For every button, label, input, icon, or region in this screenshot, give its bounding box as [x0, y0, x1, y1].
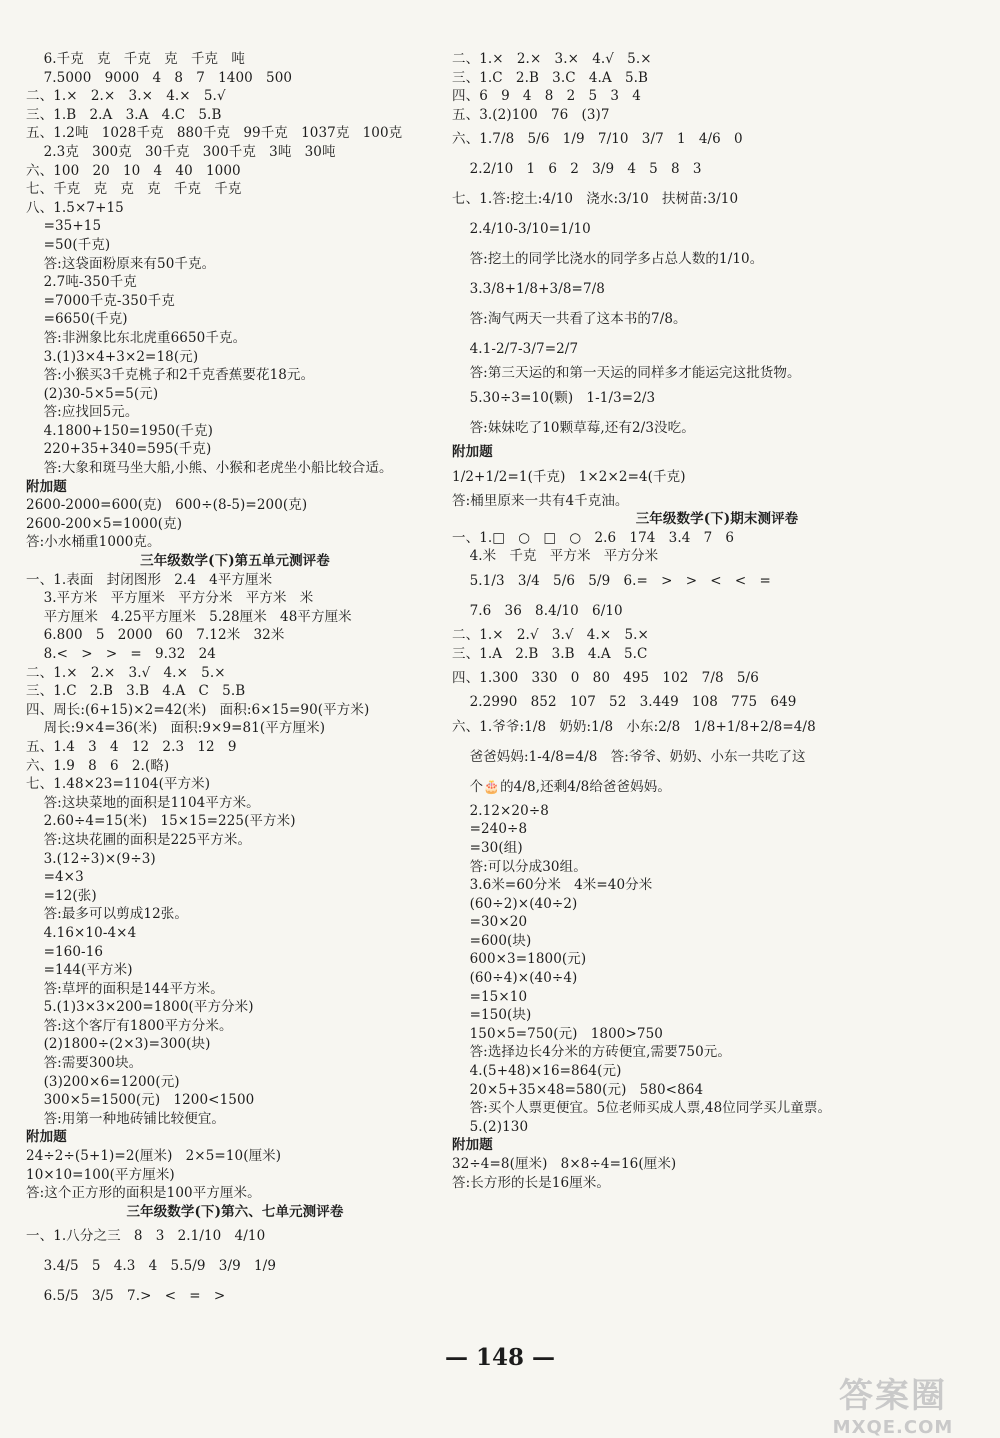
answer-line: 平方厘米 4.25平方厘米 5.28厘米 48平方厘米 — [26, 608, 352, 625]
section-heading: 三年级数学(下)第六、七单元测评卷 — [126, 1203, 344, 1220]
answer-line: 4.1800+150=1950(千克) — [26, 422, 213, 439]
answer-line: =4×3 — [26, 869, 84, 886]
answer-line: 五、1.2吨 1028千克 880千克 99千克 1037克 100克 — [26, 125, 403, 142]
answer-line: =240÷8 — [452, 821, 528, 838]
answer-line: 2.7吨-350千克 — [26, 274, 137, 291]
answer-line: 4.米 千克 平方米 平方分米 — [452, 548, 659, 565]
answer-line: 答:妹妹吃了10颗草莓,还有2/3没吃。 — [452, 419, 695, 436]
answer-line: =30×20 — [452, 914, 528, 931]
answer-line: 个🎂的4/8,还剩4/8给爸爸妈妈。 — [452, 778, 671, 795]
answer-line: 二、1.× 2.√ 3.√ 4.× 5.× — [452, 626, 649, 643]
answer-line: =150(块) — [452, 1007, 532, 1024]
watermark-url: MXQE.COM — [832, 1417, 954, 1438]
answer-line: 八、1.5×7+15 — [26, 199, 124, 216]
answer-line: 3.(12÷3)×(9÷3) — [26, 850, 156, 867]
bonus-heading: 附加题 — [26, 1129, 67, 1146]
answer-line: 6.千克 克 千克 克 千克 吨 — [26, 51, 245, 67]
watermark-logo — [808, 1368, 978, 1438]
answer-line: 2.60÷4=15(米) 15×15=225(平方米) — [26, 813, 296, 830]
answer-line: 一、1.□ ○ □ ○ 2.6 174 3.4 7 6 — [452, 529, 735, 546]
answer-line: 4.16×10-4×4 — [26, 924, 137, 941]
answer-line: 五、3.(2)100 76 (3)7 — [452, 106, 610, 123]
answer-line: =600(块) — [452, 932, 532, 949]
answer-line: 答:长方形的长是16厘米。 — [452, 1174, 611, 1191]
answer-line: 答:应找回5元。 — [26, 404, 139, 421]
answer-line: 5.1/3 3/4 5/6 5/9 6.= > > < < = — [452, 572, 771, 589]
answer-line: 六、1.7/8 5/6 1/9 7/10 3/7 1 4/6 0 — [452, 131, 743, 148]
answer-line: 10×10=100(平方厘米) — [26, 1166, 175, 1183]
answer-line: 2.2/10 1 6 2 3/9 4 5 8 3 — [452, 161, 702, 178]
answer-line: 一、1.表面 封闭图形 2.4 4平方厘米 — [26, 571, 273, 588]
answer-line: 3.6米=60分米 4米=40分米 — [452, 877, 653, 894]
answer-line: 答:这个正方形的面积是100平方厘米。 — [26, 1185, 261, 1202]
answer-line: =7000千克-350千克 — [26, 292, 175, 309]
answer-line: 300×5=1500(元) 1200<1500 — [26, 1092, 255, 1109]
answer-line: =6650(千克) — [26, 311, 128, 328]
answer-line: 24÷2÷(5+1)=2(厘米) 2×5=10(厘米) — [26, 1148, 282, 1165]
answer-line: 二、1.× 2.× 3.× 4.√ 5.× — [452, 51, 652, 67]
answer-line: 答:选择边长4分米的方砖便宜,需要750元。 — [452, 1044, 731, 1061]
answer-line: 3.平方米 平方厘米 平方分米 平方米 米 — [26, 590, 314, 607]
answer-line: =144(平方米) — [26, 962, 133, 979]
answer-line: 1/2+1/2=1(千克) 1×2×2=4(千克) — [452, 468, 686, 485]
answer-line: 答:非洲象比东北虎重6650千克。 — [26, 329, 247, 346]
bonus-heading: 附加题 — [452, 443, 493, 460]
answer-line: 四、周长:(6+15)×2=42(米) 面积:6×15=90(平方米) — [26, 701, 370, 718]
answer-line: 四、1.300 330 0 80 495 102 7/8 5/6 — [452, 670, 759, 687]
answer-line: 六、1.爷爷:1/8 奶奶:1/8 小东:2/8 1/8+1/8+2/8=4/8 — [452, 718, 816, 735]
answer-line: 20×5+35×48=580(元) 580<864 — [452, 1081, 704, 1098]
answer-line: 2600-200×5=1000(克) — [26, 515, 183, 532]
answer-line: (3)200×6=1200(元) — [26, 1073, 180, 1090]
answer-line: (2)30-5×5=5(元) — [26, 385, 159, 402]
answer-line: (60÷2)×(40÷2) — [452, 895, 578, 912]
answer-line: =50(千克) — [26, 236, 111, 253]
answer-line: =35+15 — [26, 218, 102, 235]
answer-line: 七、1.48×23=1104(平方米) — [26, 776, 211, 793]
answer-line: 一、1.八分之三 8 3 2.1/10 4/10 — [26, 1228, 266, 1245]
page-number: — 148 — — [444, 1344, 556, 1371]
section-heading: 三年级数学(下)第五单元测评卷 — [140, 553, 330, 570]
answer-line: 3.(1)3×4+3×2=18(元) — [26, 348, 199, 365]
answer-line: 2.2990 852 107 52 3.449 108 775 649 — [452, 694, 797, 711]
answer-line: 7.5000 9000 4 8 7 1400 500 — [26, 69, 293, 86]
answer-line: 2.3克 300克 30千克 300千克 3吨 30吨 — [26, 143, 336, 160]
answer-line: 答:这个客厅有1800平方分米。 — [26, 1017, 233, 1034]
answer-line: 二、1.× 2.× 3.√ 4.× 5.× — [26, 664, 226, 681]
answer-line: 答:这块花圃的面积是225平方米。 — [26, 831, 252, 848]
section-heading: 三年级数学(下)期末测评卷 — [635, 511, 799, 528]
answer-line: 周长:9×4=36(米) 面积:9×9=81(平方厘米) — [26, 720, 326, 737]
answer-line: 6.800 5 2000 60 7.12米 32米 — [26, 627, 285, 644]
answer-line: 答:小水桶重1000克。 — [26, 534, 161, 551]
answer-line: 150×5=750(元) 1800>750 — [452, 1025, 663, 1042]
answer-line: 七、千克 克 克 克 千克 千克 — [26, 181, 242, 198]
answer-line: 答:可以分成30组。 — [452, 858, 587, 875]
answer-line: 2600-2000=600(克) 600÷(8-5)=200(克) — [26, 497, 308, 514]
answer-line: 答:大象和斑马坐大船,小熊、小猴和老虎坐小船比较合适。 — [26, 460, 393, 477]
answer-line: 答:买个人票更便宜。5位老师买成人票,48位同学买儿童票。 — [452, 1100, 832, 1117]
answer-line: 答:桶里原来一共有4千克油。 — [452, 492, 629, 509]
answer-line: 五、1.4 3 4 12 2.3 12 9 — [26, 738, 237, 755]
answer-line: 220+35+340=595(千克) — [26, 441, 212, 458]
bonus-heading: 附加题 — [452, 1137, 493, 1154]
answer-line: 答:用第一种地砖铺比较便宜。 — [26, 1110, 226, 1127]
answer-line: 4.1-2/7-3/7=2/7 — [452, 341, 579, 358]
bonus-heading: 附加题 — [26, 478, 67, 495]
answer-line: 四、6 9 4 8 2 5 3 4 — [452, 88, 641, 105]
watermark-logo-text: 答案圈 — [839, 1376, 947, 1416]
answer-line: =15×10 — [452, 988, 528, 1005]
answer-line: 答:需要300块。 — [26, 1055, 143, 1072]
answer-line: 二、1.× 2.× 3.× 4.× 5.√ — [26, 88, 226, 105]
left-column — [26, 50, 444, 1311]
answer-line: 2.4/10-3/10=1/10 — [452, 221, 591, 238]
answer-line: 答:第三天运的和第一天运的同样多才能运完这批货物。 — [452, 365, 801, 382]
answer-line: (60÷4)×(40÷4) — [452, 970, 578, 987]
answer-line: 答:挖土的同学比浇水的同学多占总人数的1/10。 — [452, 251, 764, 268]
answer-line: 6.5/5 3/5 7.> < = > — [26, 1288, 226, 1305]
answer-line: 32÷4=8(厘米) 8×8÷4=16(厘米) — [452, 1156, 677, 1172]
answer-line: 5.(2)130 — [452, 1118, 529, 1135]
right-column — [452, 50, 982, 1192]
answer-line: 答:小猴买3千克桃子和2千克香蕉要花18元。 — [26, 367, 315, 384]
answer-line: 答:草坪的面积是144平方米。 — [26, 980, 224, 997]
answer-line: 8.< > > = 9.32 24 — [26, 646, 216, 662]
answer-line: 3.3/8+1/8+3/8=7/8 — [452, 281, 605, 298]
answer-line: 答:这袋面粉原来有50千克。 — [26, 255, 216, 272]
answer-line: 三、1.C 2.B 3.B 4.A C 5.B — [26, 683, 246, 700]
answer-line: 答:最多可以剪成12张。 — [26, 906, 188, 923]
answer-line: 爸爸妈妈:1-4/8=4/8 答:爷爷、奶奶、小东一共吃了这 — [452, 748, 806, 765]
answer-line: 7.6 36 8.4/10 6/10 — [452, 602, 623, 619]
answer-line: 六、1.9 8 6 2.(略) — [26, 757, 170, 774]
answer-line: 答:淘气两天一共看了这本书的7/8。 — [452, 311, 687, 328]
answer-line: (2)1800÷(2×3)=300(块) — [26, 1036, 211, 1053]
answer-line: 三、1.C 2.B 3.C 4.A 5.B — [452, 69, 649, 86]
answer-line: 三、1.A 2.B 3.B 4.A 5.C — [452, 645, 648, 662]
answer-line: 5.30÷3=10(颗) 1-1/3=2/3 — [452, 389, 656, 406]
answer-line: 六、100 20 10 4 40 1000 — [26, 162, 241, 179]
answer-line: 3.4/5 5 4.3 4 5.5/9 3/9 1/9 — [26, 1258, 277, 1275]
answer-line: 2.12×20÷8 — [452, 802, 549, 819]
answer-line: 七、1.答:挖土:4/10 浇水:3/10 扶树苗:3/10 — [452, 191, 739, 208]
answer-line: 三、1.B 2.A 3.A 4.C 5.B — [26, 106, 222, 123]
answer-line: 5.(1)3×3×200=1800(平方分米) — [26, 999, 254, 1016]
answer-line: =12(张) — [26, 887, 97, 904]
answer-line: =30(组) — [452, 839, 523, 856]
answer-line: 4.(5+48)×16=864(元) — [452, 1063, 622, 1080]
answer-line: 答:这块菜地的面积是1104平方米。 — [26, 794, 260, 811]
answer-line: =160-16 — [26, 943, 104, 960]
answer-line: 600×3=1800(元) — [452, 951, 587, 968]
